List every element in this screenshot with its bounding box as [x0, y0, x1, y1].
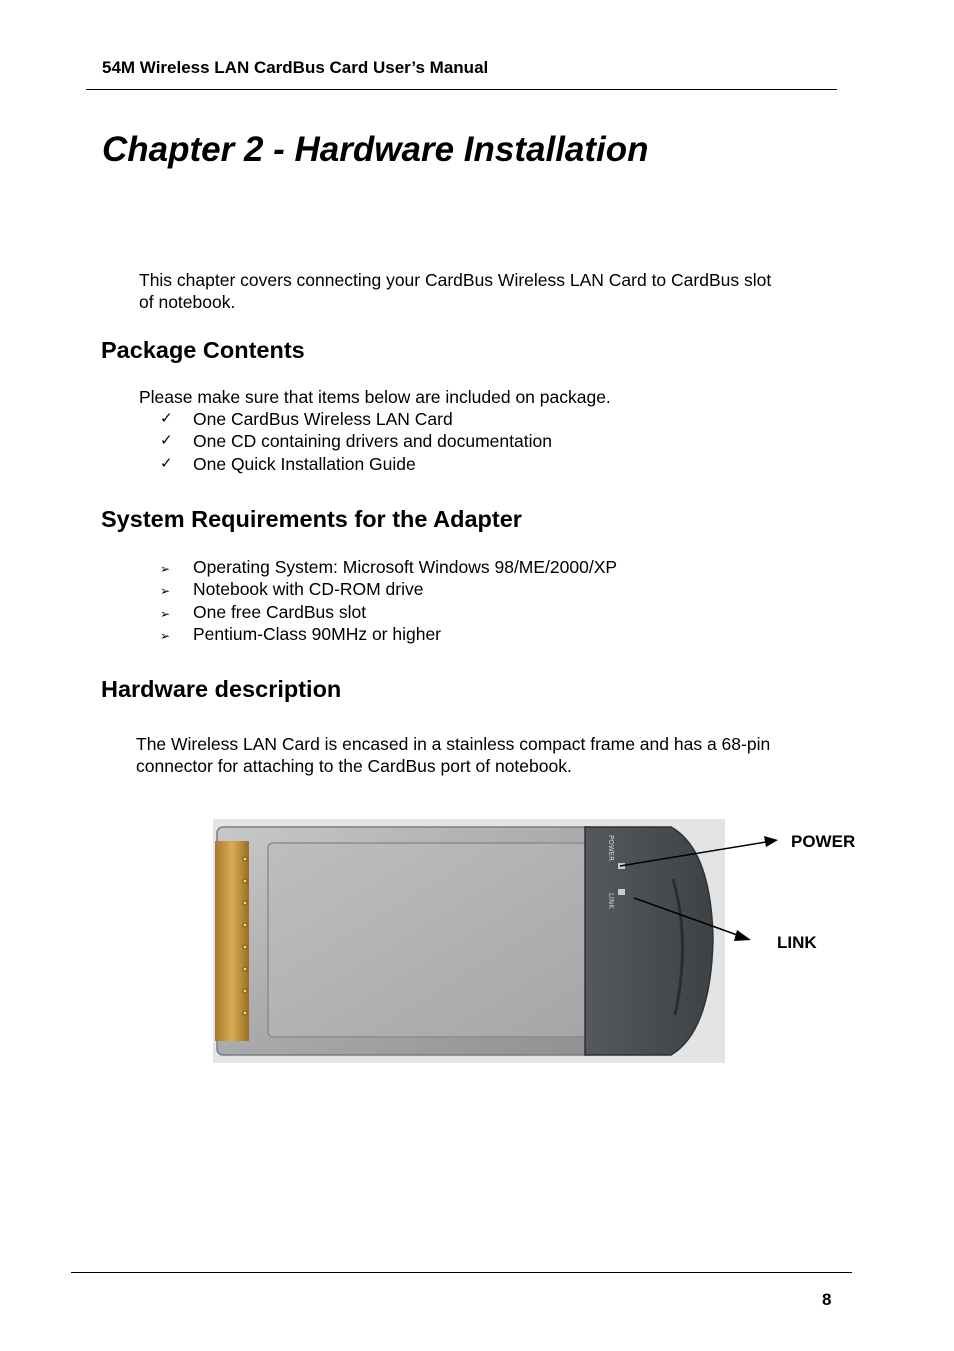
hardware-description-paragraph [136, 733, 770, 777]
intro-line-1: This chapter covers connecting your CardBus Wireless LAN Card to CardBus slot [139, 270, 772, 290]
list-item: ✓ One CardBus Wireless LAN Card [160, 409, 453, 429]
list-item: ➢ One free CardBus slot [160, 601, 617, 623]
hardware-description-line-1: The Wireless LAN Card is encased in a stainless compact frame and has a 68-pin [136, 734, 771, 754]
system-requirements-list [160, 556, 617, 645]
power-callout-label: POWER [791, 832, 856, 851]
list-item: ➢ Operating System: Microsoft Windows 98/ME/2000/XP [160, 556, 617, 578]
callout-arrows [600, 830, 800, 950]
list-item: ✓ One CD containing drivers and documentation [160, 431, 552, 452]
package-contents-heading: Package Contents [101, 337, 305, 363]
list-item: ➢ Pentium-Class 90MHz or higher [160, 623, 617, 645]
intro-paragraph [139, 269, 771, 313]
checkmark-icon: ✓ [160, 410, 173, 427]
link-arrowhead-icon [734, 930, 751, 941]
card-label-recess [268, 843, 586, 1037]
package-contents-lead: Please make sure that items below are included on package. [139, 387, 611, 407]
arrow-bullet-icon: ➢ [160, 562, 171, 576]
arrow-bullet-icon: ➢ [160, 606, 171, 621]
package-contents-list [160, 408, 552, 475]
link-callout-label: LINK [777, 933, 817, 952]
power-arrowhead-icon [764, 836, 778, 847]
list-item: ✓ One Quick Installation Guide [160, 453, 416, 474]
power-callout-line [620, 842, 766, 866]
chapter-title: Chapter 2 - Hardware Installation [102, 130, 649, 169]
checkmark-icon: ✓ [160, 454, 173, 472]
arrow-bullet-icon: ➢ [160, 628, 171, 643]
arrow-bullet-icon: ➢ [160, 584, 171, 599]
hardware-description-line-2: connector for attaching to the CardBus port of notebook. [136, 756, 572, 776]
running-header: 54M Wireless LAN CardBus Card User’s Manual [102, 58, 489, 77]
header-rule [86, 89, 837, 90]
card-link-text: LINK [607, 893, 615, 909]
link-callout-line [634, 898, 740, 936]
checkmark-icon: ✓ [160, 432, 173, 450]
list-item: ➢ Notebook with CD-ROM drive [160, 578, 617, 600]
card-power-text: POWER [607, 835, 615, 861]
hardware-description-heading: Hardware description [101, 676, 342, 702]
system-requirements-heading: System Requirements for the Adapter [101, 506, 522, 532]
intro-line-2: of notebook. [139, 292, 236, 312]
footer-rule [71, 1272, 852, 1273]
page-number: 8 [822, 1290, 832, 1309]
